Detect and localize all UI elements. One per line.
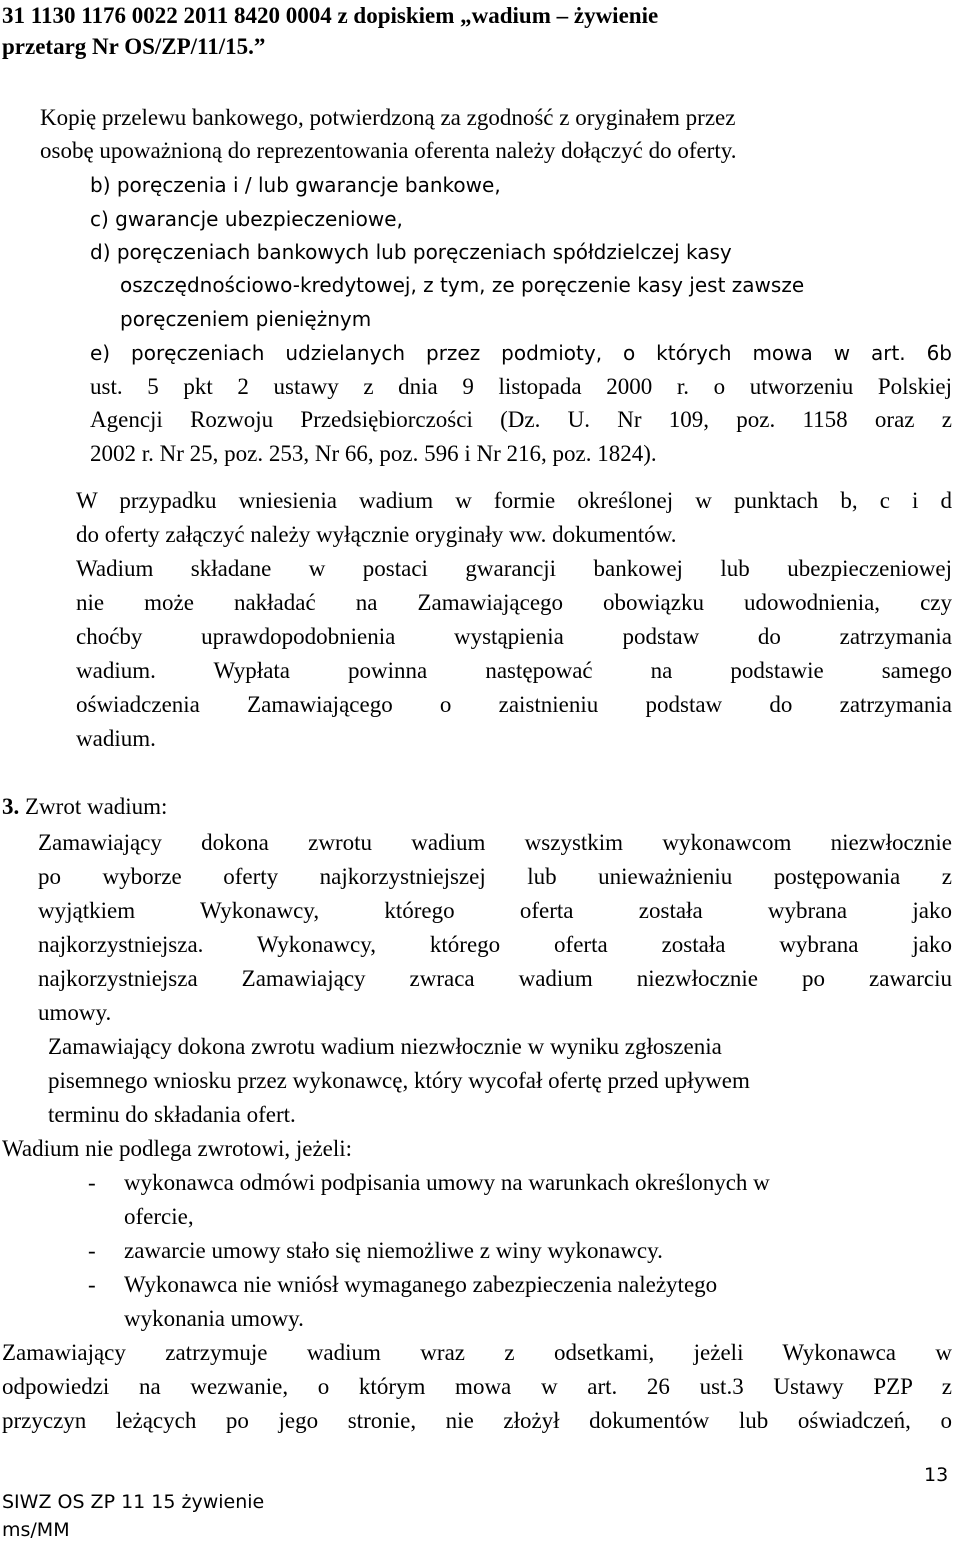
guarantee-line-1: Wadium składane w postaci gwarancji bankowej lub ubezpieczeniowej — [76, 556, 952, 581]
intro-line-1: Kopię przelewu bankowego, potwierdzoną za zgodność z oryginałem przez — [40, 105, 736, 130]
page-number: 13 — [924, 1464, 949, 1486]
bullet-dash: - — [88, 1238, 96, 1263]
return-p2-line-3: terminu do składania ofert. — [48, 1102, 296, 1127]
guarantee-line-2: nie może nakładać na Zamawiającego obowiązku udowodnienia, czy — [76, 590, 952, 615]
bullet-3-line-2: wykonania umowy. — [124, 1306, 304, 1331]
return-p1-line-5: najkorzystniejsza Zamawiający zwraca wadium niezwłocznie po zawarciu — [38, 966, 952, 991]
bullet-1-line-2: ofercie, — [124, 1204, 194, 1229]
bank-account-line: 31 1130 1176 0022 2011 8420 0004 z dopiskiem „wadium – żywienie — [2, 3, 659, 28]
guarantee-line-4: wadium. Wypłata powinna następować na podstawie samego — [76, 658, 952, 683]
form-d-line-1: d) poręczeniach bankowych lub poręczeniach spółdzielczej kasy — [90, 240, 732, 264]
form-e-line-4: 2002 r. Nr 25, poz. 253, Nr 66, poz. 596 i Nr 216, poz. 1824). — [90, 441, 657, 466]
bullet-2: zawarcie umowy stało się niemożliwe z winy wykonawcy. — [124, 1238, 663, 1263]
footer-initials: ms/MM — [2, 1519, 70, 1541]
bullet-3-line-1: Wykonawca nie wniósł wymaganego zabezpieczenia należytego — [124, 1272, 718, 1297]
footer-doc-id: SIWZ OS ZP 11 15 żywienie — [2, 1491, 265, 1513]
return-p1-line-4: najkorzystniejsza. Wykonawcy, którego oferta została wybrana jako — [38, 932, 952, 957]
section-3-heading — [2, 793, 167, 821]
form-d-line-2: oszczędnościowo-kredytowej, z tym, ze poręczenie kasy jest zawsze — [120, 273, 805, 297]
form-b: b) poręczenia i / lub gwarancje bankowe, — [90, 173, 501, 197]
return-p1-line-3: wyjątkiem Wykonawcy, którego oferta została wybrana jako — [38, 898, 952, 923]
bullet-1-line-1: wykonawca odmówi podpisania umowy na warunkach określonych w — [124, 1170, 770, 1195]
section-3-title: Zwrot wadium: — [19, 794, 168, 819]
form-e-line-3: Agencji Rozwoju Przedsiębiorczości (Dz. U. Nr 109, poz. 1158 oraz z — [90, 407, 952, 432]
originals-line-2: do oferty załączyć należy wyłącznie oryginały ww. dokumentów. — [76, 522, 677, 547]
return-p1-line-6: umowy. — [38, 1000, 112, 1025]
bank-account-line-2: przetarg Nr OS/ZP/11/15.” — [2, 34, 266, 59]
form-e-line-2: ust. 5 pkt 2 ustawy z dnia 9 listopada 2000 r. o utworzeniu Polskiej — [90, 374, 952, 399]
form-e-line-1: e) poręczeniach udzielanych przez podmioty, o których mowa w art. 6b — [90, 341, 952, 365]
return-p2-line-2: pisemnego wniosku przez wykonawcę, który wycofał ofertę przed upływem — [48, 1068, 750, 1093]
return-p1-line-1: Zamawiający dokona zwrotu wadium wszystkim wykonawcom niezwłocznie — [38, 830, 952, 855]
form-c: c) gwarancje ubezpieczeniowe, — [90, 207, 403, 231]
bullet-dash: - — [88, 1272, 96, 1297]
guarantee-line-6: wadium. — [76, 726, 156, 751]
retain-p-line-3: przyczyn leżących po jego stronie, nie złożył dokumentów lub oświadczeń, o — [2, 1408, 952, 1433]
form-d-line-3: poręczeniem pieniężnym — [120, 307, 372, 331]
retain-p-line-1: Zamawiający zatrzymuje wadium wraz z odsetkami, jeżeli Wykonawca w — [2, 1340, 952, 1365]
section-3-number: 3. — [2, 794, 20, 819]
return-p2-line-1: Zamawiający dokona zwrotu wadium niezwłocznie w wyniku zgłoszenia — [48, 1034, 722, 1059]
guarantee-line-5: oświadczenia Zamawiającego o zaistnieniu podstaw do zatrzymania — [76, 692, 952, 717]
return-p1-line-2: po wyborze oferty najkorzystniejszej lub unieważnieniu postępowania z — [38, 864, 952, 889]
bullet-dash: - — [88, 1170, 96, 1195]
no-return-heading: Wadium nie podlega zwrotowi, jeżeli: — [2, 1136, 353, 1161]
originals-line-1: W przypadku wniesienia wadium w formie określonej w punktach b, c i d — [76, 488, 952, 513]
intro-line-2: osobę upoważnioną do reprezentowania oferenta należy dołączyć do oferty. — [40, 138, 737, 163]
guarantee-line-3: choćby uprawdopodobnienia wystąpienia podstaw do zatrzymania — [76, 624, 952, 649]
retain-p-line-2: odpowiedzi na wezwanie, o którym mowa w art. 26 ust.3 Ustawy PZP z — [2, 1374, 952, 1399]
